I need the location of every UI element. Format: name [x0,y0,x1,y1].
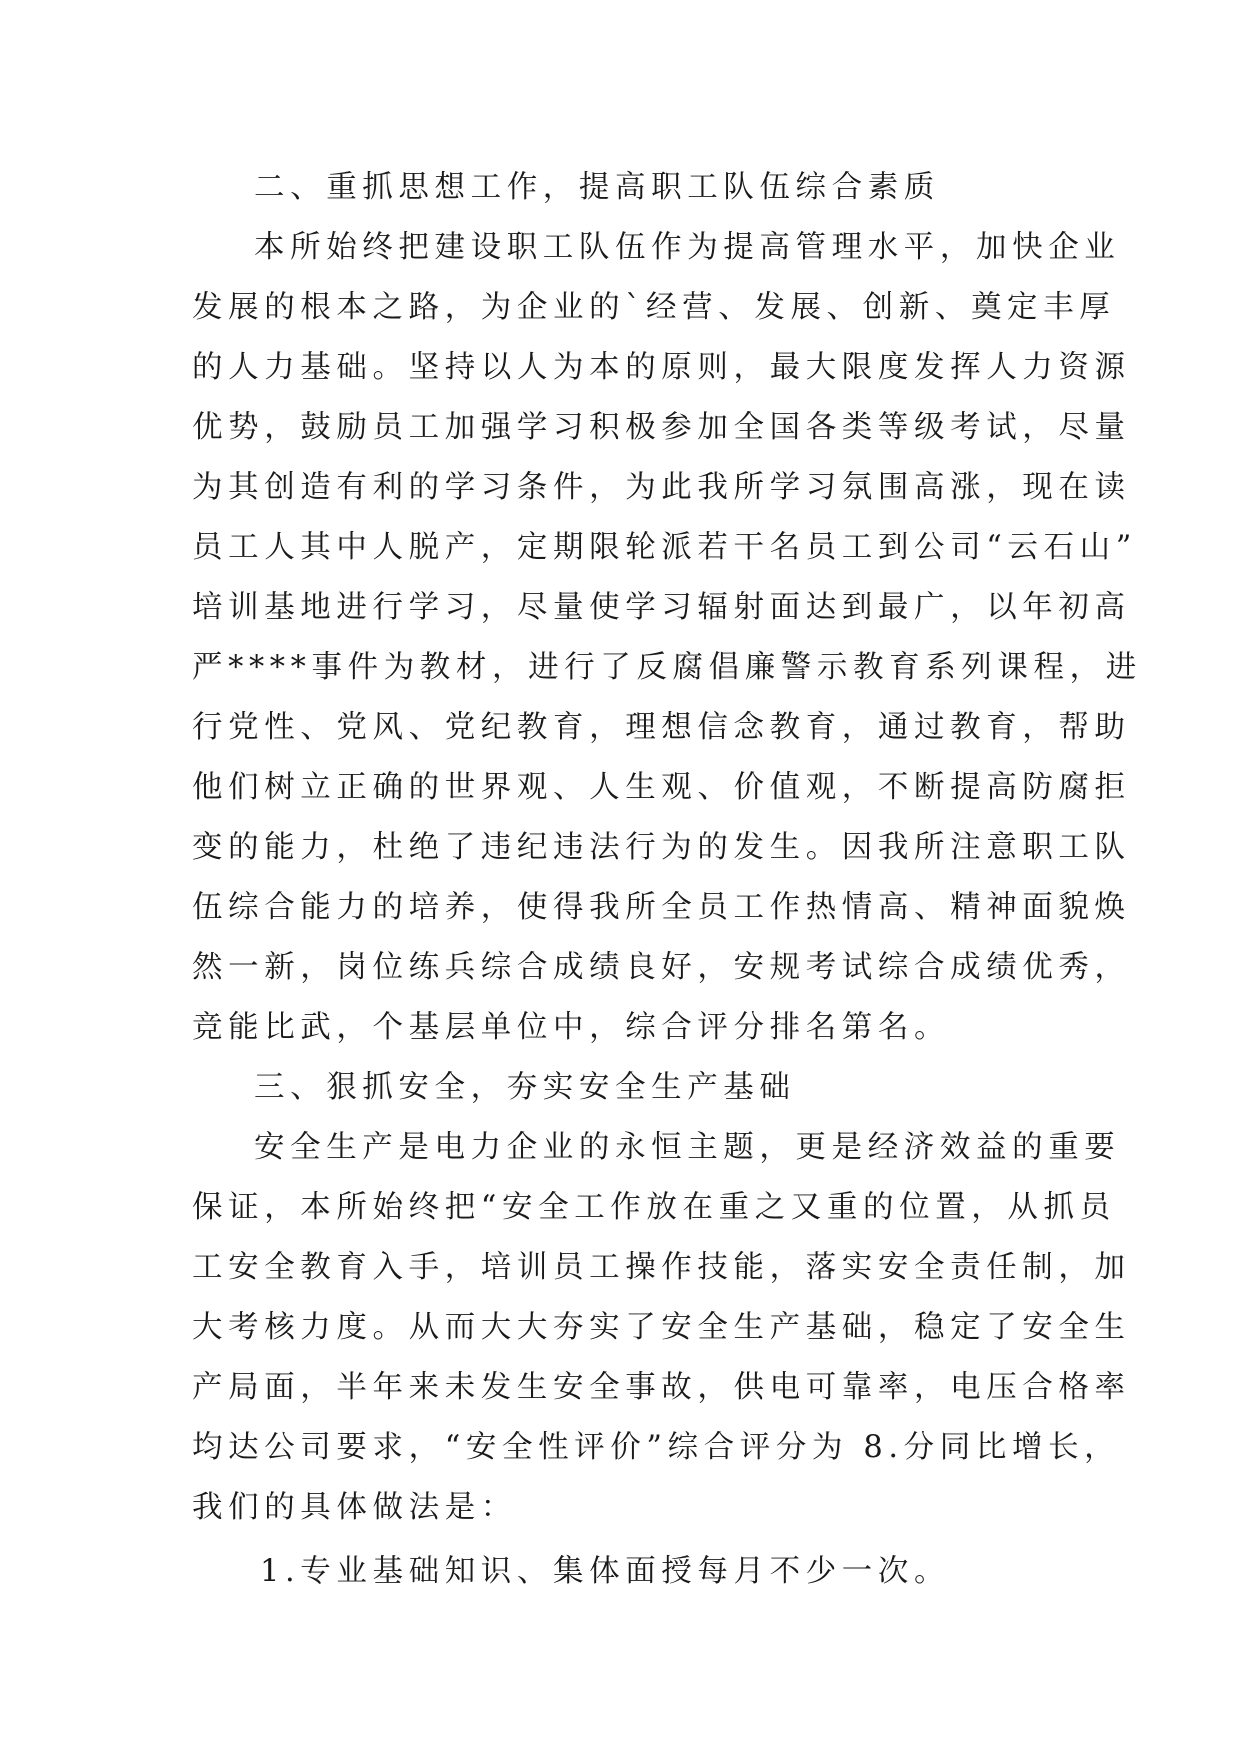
paragraph-line: 变的能力，杜绝了违纪违法行为的发生。因我所注意职工队 [192,830,1131,865]
paragraph-line: 然一新，岗位练兵综合成绩良好，安规考试综合成绩优秀， [192,950,1131,985]
paragraph-line: 竞能比武，个基层单位中，综合评分排名第名。 [192,1010,951,1045]
paragraph-line: 优势，鼓励员工加强学习积极参加全国各类等级考试，尽量 [192,410,1131,445]
section-heading-3: 三、狠抓安全，夯实安全生产基础 [254,1070,796,1105]
paragraph-line: 的人力基础。坚持以人为本的原则，最大限度发挥人力资源 [192,350,1131,385]
paragraph-line: 工安全教育入手，培训员工操作技能，落实安全责任制，加 [192,1250,1131,1285]
paragraph-line: 安全生产是电力企业的永恒主题，更是经济效益的重要 [254,1130,1121,1165]
document-body [192,158,1142,1602]
paragraph-line: 他们树立正确的世界观、人生观、价值观，不断提高防腐拒 [192,770,1131,805]
section-heading-2: 二、重抓思想工作，提高职工队伍综合素质 [254,170,940,205]
paragraph-line: 发展的根本之路，为企业的`经营、发展、创新、奠定丰厚 [192,290,1116,325]
paragraph-line: 伍综合能力的培养，使得我所全员工作热情高、精神面貌焕 [192,890,1131,925]
paragraph-line: 大考核力度。从而大大夯实了安全生产基础，稳定了安全生 [192,1310,1131,1345]
paragraph-line: 产局面，半年来未发生安全事故，供电可靠率，电压合格率 [192,1370,1131,1405]
paragraph-line: 保证，本所始终把“安全工作放在重之又重的位置，从抓员 [192,1190,1116,1225]
paragraph-line: 我们的具体做法是： [192,1490,517,1525]
paragraph-line: 为其创造有利的学习条件，为此我所学习氛围高涨，现在读 [192,470,1131,505]
list-item-1: 1.专业基础知识、集体面授每月不少一次。 [260,1554,951,1589]
paragraph-line: 本所始终把建设职工队伍作为提高管理水平，加快企业 [254,230,1121,265]
paragraph-line: 均达公司要求，“安全性评价”综合评分为 8.分同比增长， [192,1430,1121,1465]
paragraph-line: 员工人其中人脱产，定期限轮派若干名员工到公司“云石山” [192,530,1137,565]
paragraph-line: 严****事件为教材，进行了反腐倡廉警示教育系列课程，进 [192,650,1142,685]
paragraph-line: 培训基地进行学习，尽量使学习辐射面达到最广，以年初高 [192,590,1131,625]
paragraph-line: 行党性、党风、党纪教育，理想信念教育，通过教育，帮助 [192,710,1131,745]
